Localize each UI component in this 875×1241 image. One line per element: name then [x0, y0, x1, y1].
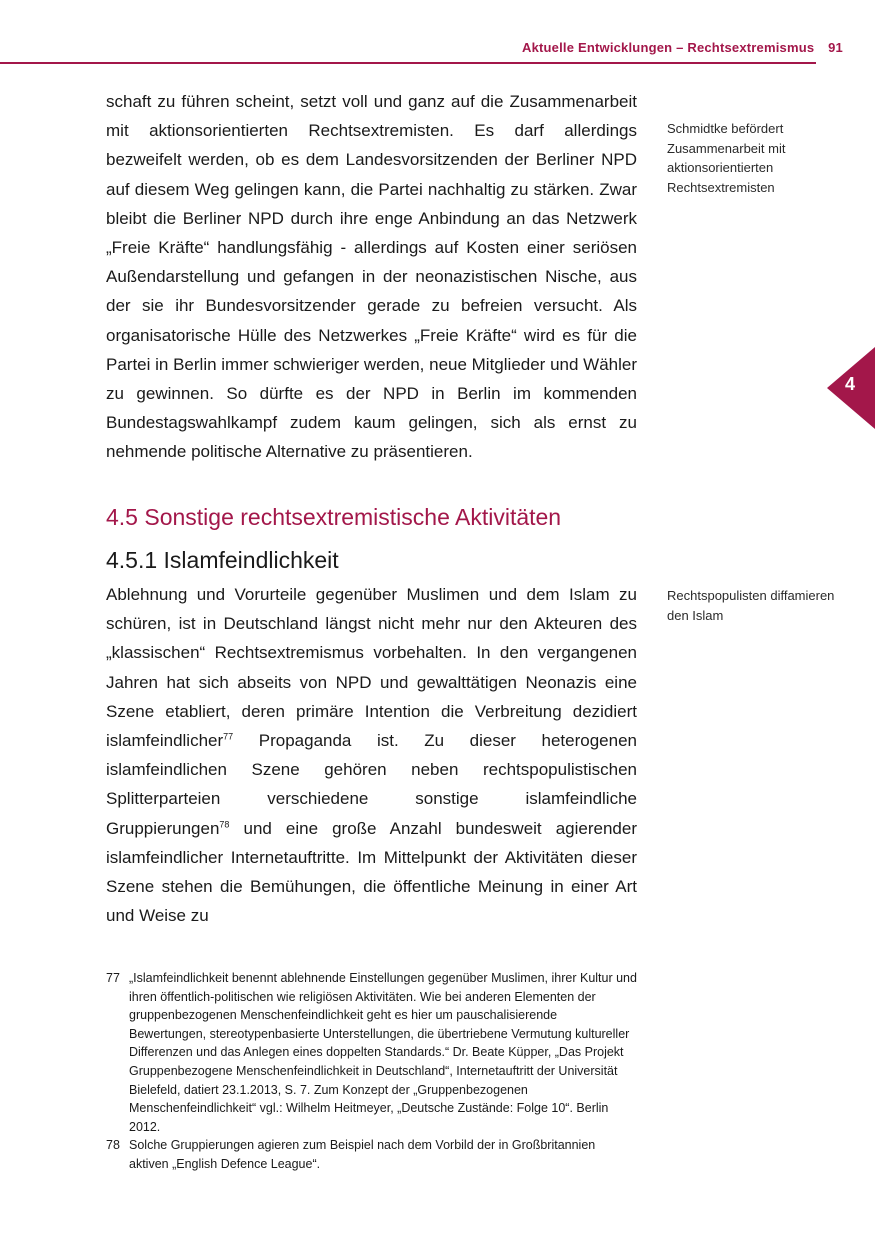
margin-note: Rechtspopulisten diffamieren den Islam [667, 588, 835, 623]
footnote [106, 969, 637, 1136]
footnote-reference[interactable]: 77 [223, 731, 234, 742]
body-column-bottom [106, 580, 637, 930]
footnote [106, 1136, 637, 1173]
subsection-heading: 4.5.1 Islamfeindlichkeit [106, 547, 339, 573]
paragraph-text: Ablehnung und Vorurteile gegenüber Muslimen und dem Islam zu schüren, ist in Deutschland längst nicht mehr nur den Akteuren des „klassischen“ Rechtsextremismus vorbehalten. In den vergangenen Jahren hat sich abseits von NPD und gewalttätigen Neonazis eine Szene etabliert, deren primäre Intention die Verbreitung dezidiert islamfeindlicher [106, 585, 637, 751]
paragraph-text: Propaganda ist. Zu dieser heterogenen islamfeindlichen Szene gehören neben rechtspopulistischen Splitterparteien verschiedene sonstige islamfeindliche Gruppierungen [106, 731, 637, 838]
paragraph-text: und eine große Anzahl bundesweit agierender islamfeindlicher Internetauftritte. Im Mittelpunkt der Aktivitäten dieser Szene stehen die Bemühungen, die öffentliche Meinung in einer Art und Weise zu [106, 818, 637, 926]
body-paragraph [106, 580, 637, 930]
running-header [522, 40, 843, 55]
margin-note: Schmidtke befördert Zusammenarbeit mit aktionsorientierten Rechtsextremisten [667, 121, 786, 195]
chapter-tab-number: 4 [845, 374, 856, 394]
running-title: Aktuelle Entwicklungen – Rechtsextremismus [521, 40, 815, 55]
body-column-top [106, 87, 637, 467]
body-paragraph: schaft zu führen scheint, setzt voll und ganz auf die Zusammenarbeit mit aktionsorientierten Rechtsextremisten. Es darf allerdings bezweifelt werden, ob es dem Landesvorsitzenden der Berliner NPD auf diesem Weg gelingen kann, die Partei nachhaltig zu stärken. Zwar bleibt die Berliner NPD durch ihre enge Anbindung an das Netzwerk „Freie Kräfte“ handlungsfähig - allerdings auf Kosten einer seriösen Außendarstellung und gefangen in der neonazistischen Nische, aus der sie ihr Bundesvorsitzender gerade zu befreien versucht. Als organisatorische Hülle des Netzwerkes „Freie Kräfte“ wird es für die Partei in Berlin immer schwieriger werden, neue Mitglieder und Wähler zu gewinnen. So dürfte es der NPD in Berlin im kommenden Bundestagswahlkampf zudem kaum gelingen, sich als ernst zu nehmende politische Alternative zu präsentieren. [106, 92, 638, 462]
footnote-number: 77 [106, 971, 120, 985]
footnote-text: „Islamfeindlichkeit benennt ablehnende Einstellungen gegenüber Muslimen, ihrer Kultur und ihren öffentlich-politischen wie religiösen Aktivitäten. Wie bei anderen Elementen der gruppenbezogenen Menschenfeindlichkeit geht es hier um pauschalisierende Bewertungen, stereotypenbasierte Unterstellungen, die übertriebene Vermutung kultureller Differenzen und das Anlegen eines doppelten Standards.“ Dr. Beate Küpper, „Das Projekt Gruppenbezogene Menschenfeindlichkeit in Deutschland“, Internetauftritt der Universität Bielefeld, datiert 23.1.2013, S. 7. Zum Konzept der „Gruppenbezogenen Menschenfeindlichkeit“ vgl.: Wilhelm Heitmeyer, „Deutsche Zustände: Folge 10“. Berlin 2012. [129, 971, 637, 1134]
footnotes [106, 969, 637, 1174]
footnote-number: 78 [106, 1138, 120, 1153]
footnote-text: Solche Gruppierungen agieren zum Beispiel nach dem Vorbild der in Großbritannien aktiven „English Defence League“. [129, 1138, 596, 1171]
footnote-reference[interactable]: 78 [219, 818, 230, 829]
section-heading: 4.5 Sonstige rechtsextremistische Aktivitäten [106, 504, 562, 530]
page-number: 91 [828, 40, 843, 55]
header-rule [0, 62, 816, 64]
